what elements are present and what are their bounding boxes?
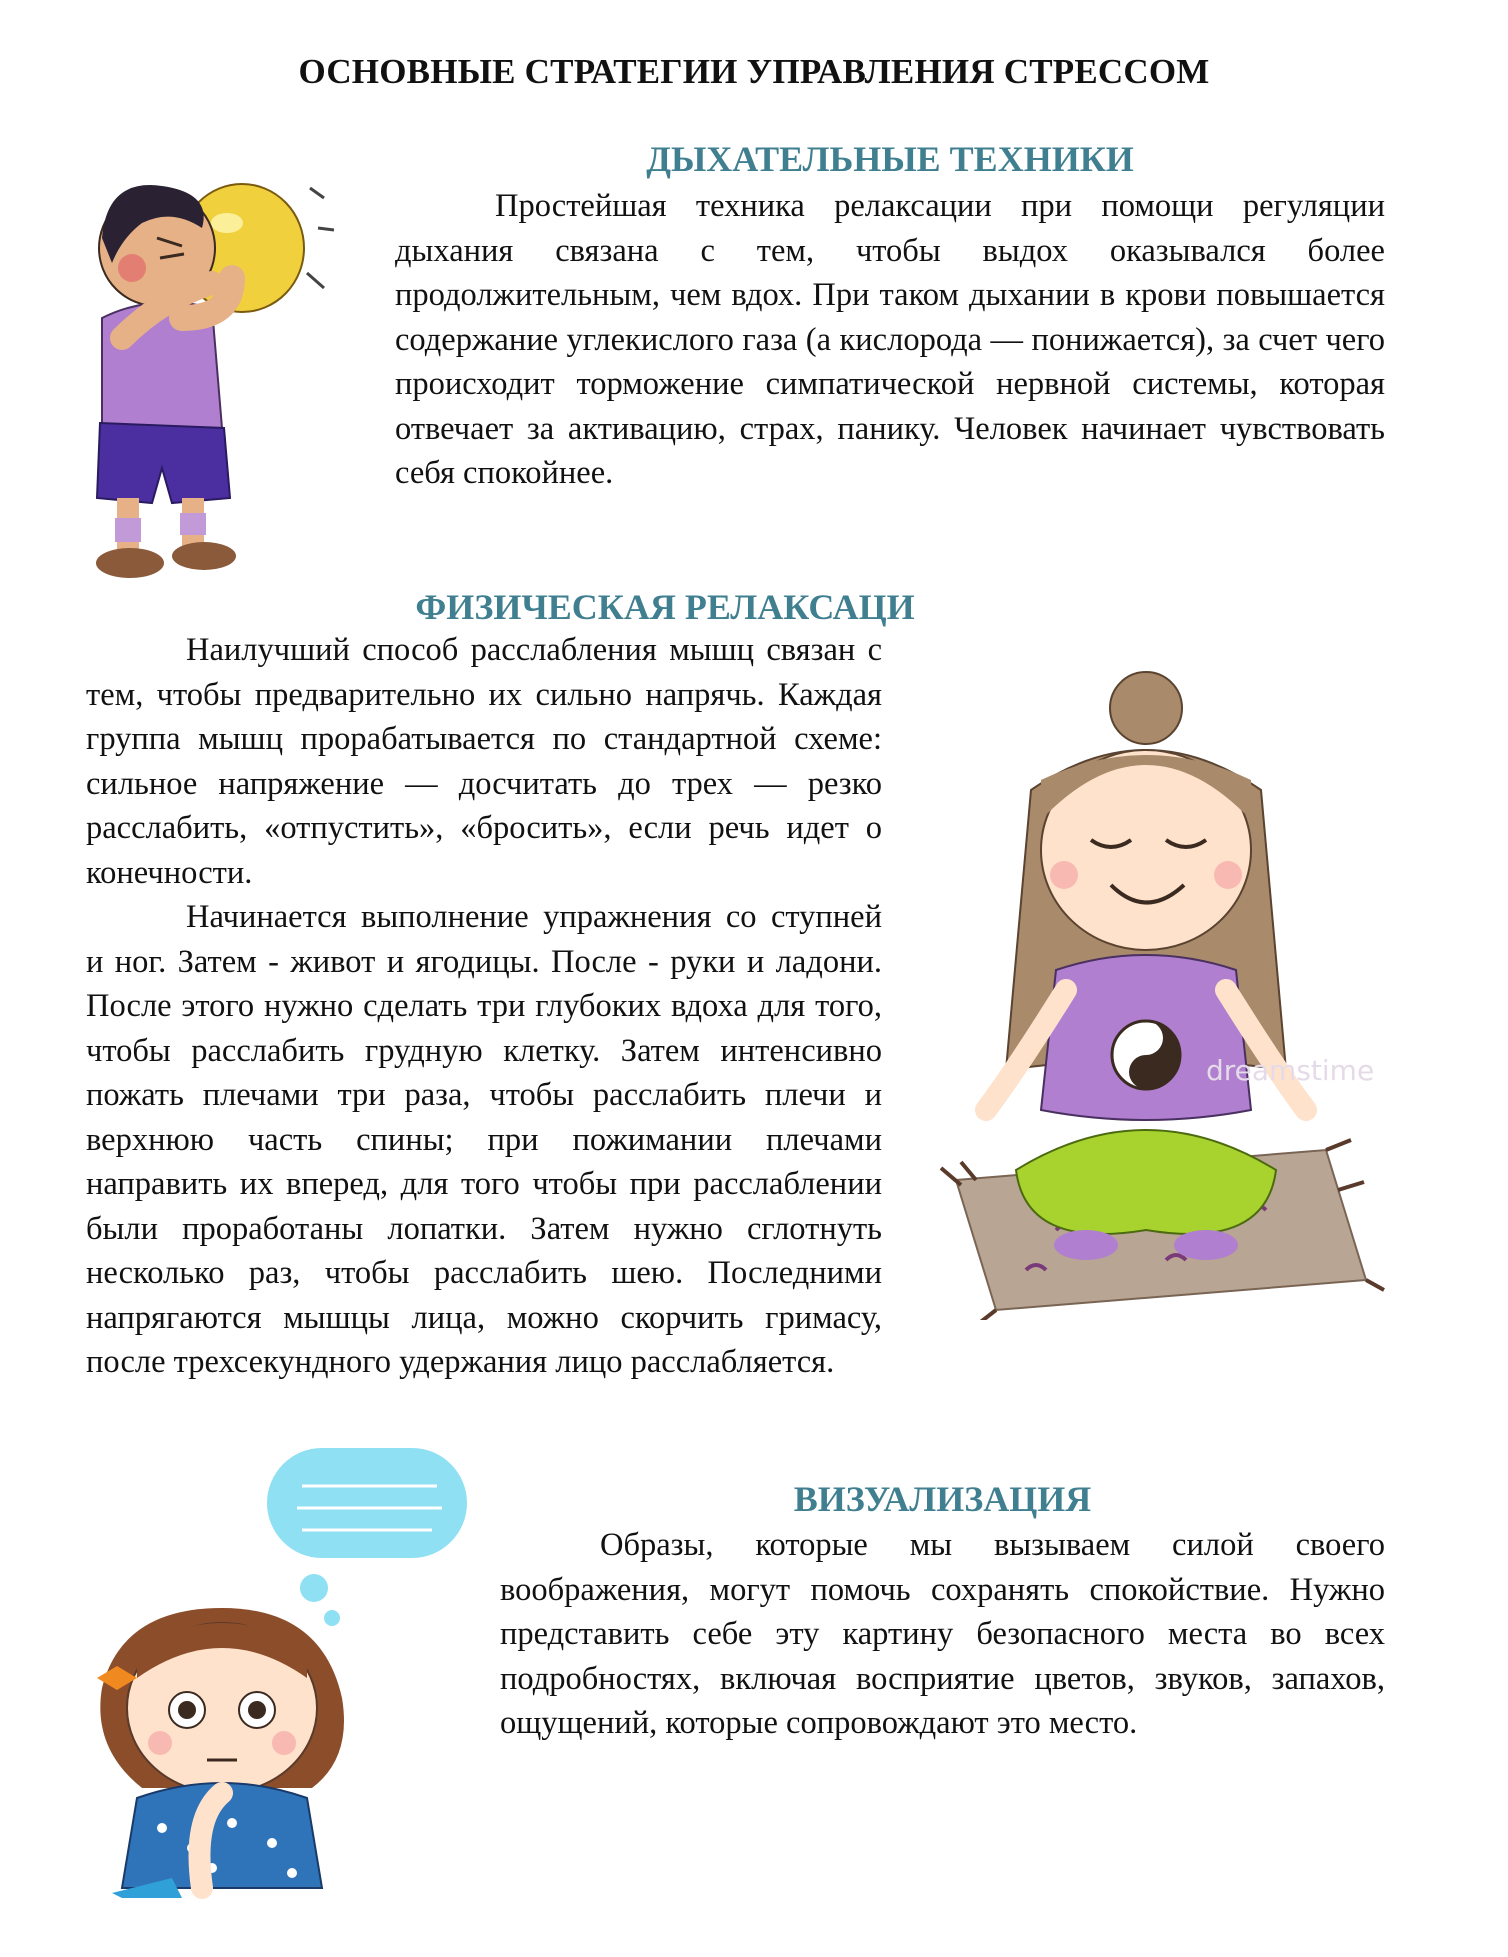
breathing-paragraph: Простейшая техника релаксации при помощи регуляции дыхания связана с тем, чтобы выдох оказывался более продолжительным, чем вдох. При таком дыхании в крови повышается содержание углекислого газа (а кислорода — понижается), за счет чего происходит торможение симпатической нервной системы, которая отвечает за активацию, страх, панику. Человек начинает чувствовать себя спокойнее. xyxy=(395,188,1385,491)
watermark: dreamstime xyxy=(1206,1054,1375,1087)
visualization-heading: ВИЗУАЛИЗАЦИЯ xyxy=(793,1479,1092,1519)
physical-paragraph-1: Наилучший способ расслабления мышц связан с тем, чтобы предварительно их сильно напрячь. Каждая группа мышц прорабатывается по стандартной схеме: сильное напряжение — досчитать до трех — резко расслабить, «отпустить», «бросить», если речь идет о конечности. xyxy=(86,632,882,891)
physical-text-block xyxy=(86,628,1386,1385)
physical-paragraph-2: Начинается выполнение упражнения со ступней и ног. Затем - живот и ягодицы. После - руки и ладони. После этого нужно сделать три глубоких вдоха для того, чтобы расслабить грудную клетку. Затем интенсивно пожать плечами три раза, чтобы расслабить плечи и верхнюю часть спины; при пожимании плечами направить их вперед, для того чтобы при расслаблении были проработаны лопатки. Затем нужно сглотнуть несколько раз, чтобы расслабить шею. Последними напрягаются мышцы лица, можно скорчить гримасу, после трехсекундного удержания лицо расслабляется. xyxy=(86,899,882,1380)
girl-thinking-illustration xyxy=(82,1448,482,1898)
page-title: ОСНОВНЫЕ СТРАТЕГИИ УПРАВЛЕНИЯ СТРЕССОМ xyxy=(298,52,1210,91)
girl-meditating-illustration xyxy=(906,670,1386,1320)
physical-heading: ФИЗИЧЕСКАЯ РЕЛАКСАЦИ xyxy=(415,587,915,627)
breathing-heading: ДЫХАТЕЛЬНЫЕ ТЕХНИКИ xyxy=(646,139,1134,179)
boy-blowing-balloon-illustration xyxy=(62,168,352,588)
visualization-paragraph: Образы, которые мы вызываем силой своего воображения, могут помочь сохранять спокойствие. Нужно представить себе эту картину безопасного места во всех подробностях, включая восприятие цветов, звуков, запахов, ощущений, которые сопровождают это место. xyxy=(500,1527,1385,1741)
